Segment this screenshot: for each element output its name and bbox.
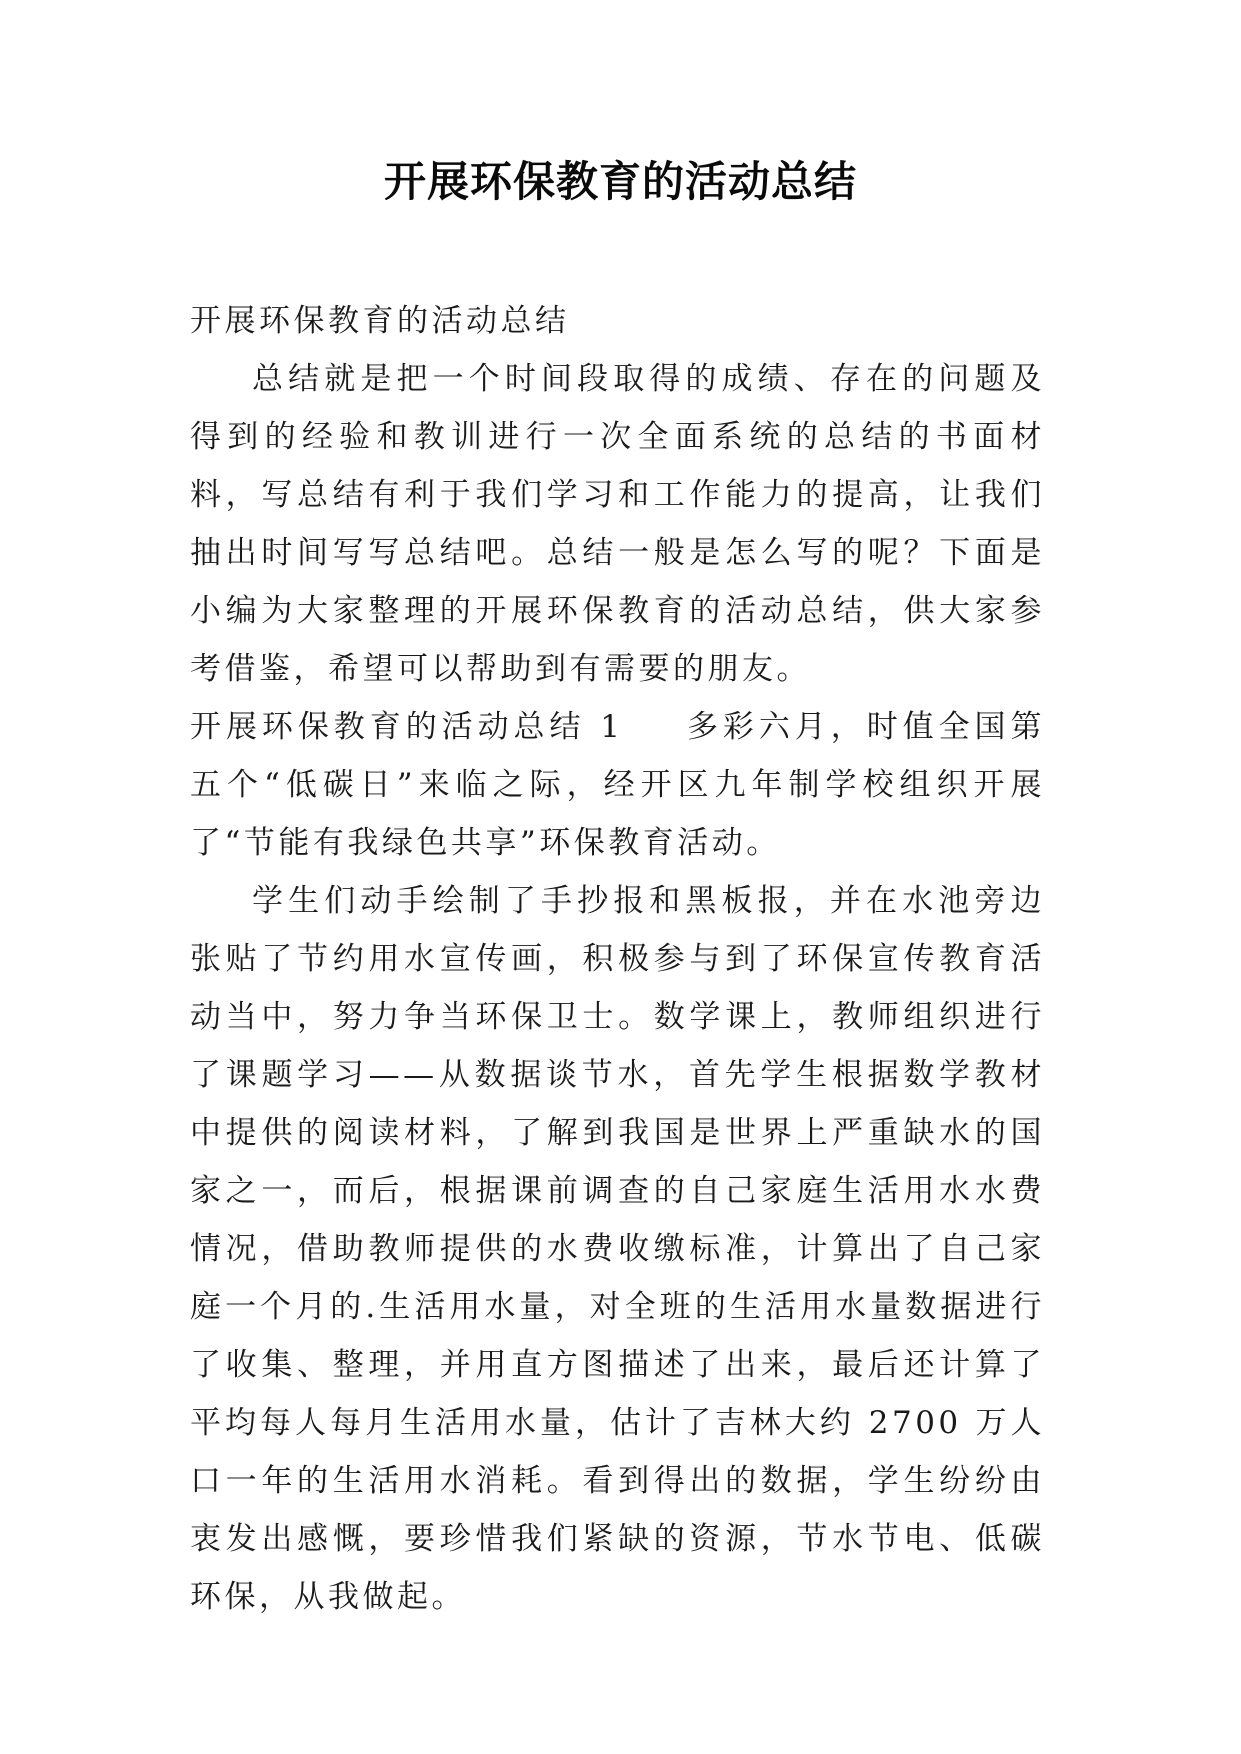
section-1-lead: 多彩六月，时值全国第五个“低碳日”来临之际，经开区九年制学校组织开展了“节能有我绿色共享”环保教育活动。 <box>190 709 1046 861</box>
section-1-heading: 开展环保教育的活动总结 1 <box>190 709 624 745</box>
section-1-paragraph <box>190 698 1045 872</box>
body-paragraph-2: 学生们动手绘制了手抄报和黑板报，并在水池旁边张贴了节约用水宣传画，积极参与到了环保宣传教育活动当中，努力争当环保卫士。数学课上，教师组织进行了课题学习——从数据谈节水，首先学生根据数学教材中提供的阅读材料，了解到我国是世界上严重缺水的国家之一，而后，根据课前调查的自己家庭生活用水水费情况，借助教师提供的水费收缴标准，计算出了自己家庭一个月的.生活用水量，对全班的生活用水量数据进行了收集、整理，并用直方图描述了出来，最后还计算了平均每人每月生活用水量，估计了吉林大约 2700 万人口一年的生活用水消耗。看到得出的数据，学生纷纷由衷发出感慨，要珍惜我们紧缺的资源，节水节电、低碳环保，从我做起。 <box>190 883 1045 1615</box>
intro-paragraph: 总结就是把一个时间段取得的成绩、存在的问题及得到的经验和教训进行一次全面系统的总结的书面材料，写总结有利于我们学习和工作能力的提高，让我们抽出时间写写总结吧。总结一般是怎么写的呢？下面是小编为大家整理的开展环保教育的活动总结，供大家参考借鉴，希望可以帮助到有需要的朋友。 <box>190 361 1045 687</box>
document-subtitle: 开展环保教育的活动总结 <box>190 303 570 339</box>
document-title: 开展环保教育的活动总结 <box>383 157 857 206</box>
document-body <box>190 292 1045 1626</box>
